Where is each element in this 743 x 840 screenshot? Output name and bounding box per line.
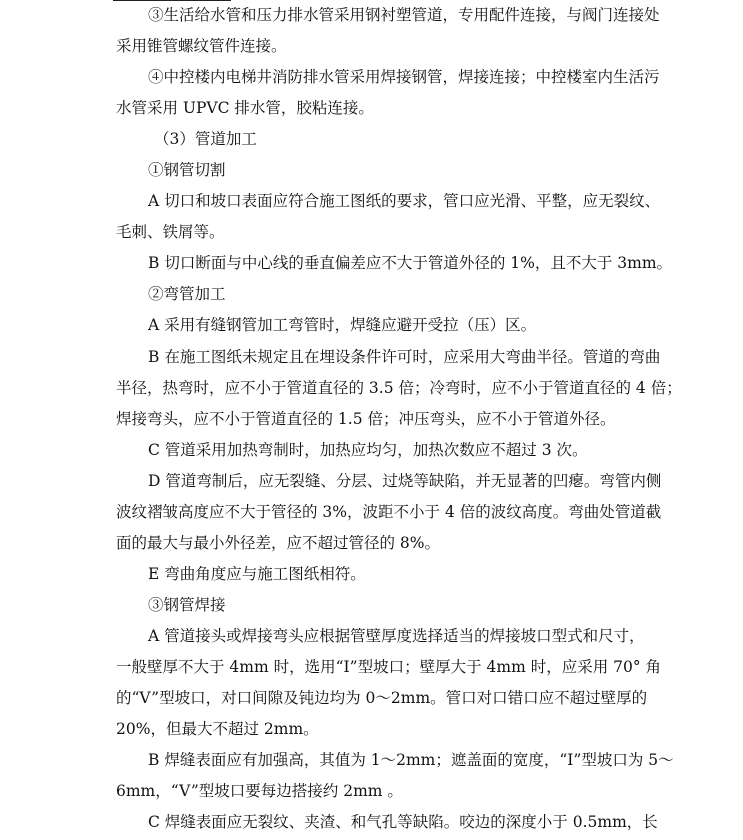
paragraph-line: 焊接弯头，应不小于管道直径的 1.5 倍；冲压弯头，应不小于管道外径。 bbox=[116, 410, 616, 428]
paragraph-line: ③生活给水管和压力排水管采用钢衬塑管道，专用配件连接，与阀门连接处 bbox=[148, 6, 660, 24]
paragraph-line: B 切口断面与中心线的垂直偏差应不大于管道外径的 1%，且不大于 3mm。 bbox=[148, 254, 673, 272]
paragraph-line: 半径，热弯时，应不小于管道直径的 3.5 倍；冷弯时，应不小于管道直径的 4 倍； bbox=[116, 379, 682, 397]
paragraph-line: 面的最大与最小外径差，应不超过管径的 8%。 bbox=[116, 534, 441, 552]
paragraph-line: 采用锥管螺纹管件连接。 bbox=[116, 37, 287, 55]
paragraph-line: A 切口和坡口表面应符合施工图纸的要求，管口应光滑、平整，应无裂纹、 bbox=[148, 192, 661, 210]
paragraph-line: C 管道采用加热弯制时，加热应均匀，加热次数应不超过 3 次。 bbox=[148, 441, 588, 459]
subsection-heading: ①钢管切割 bbox=[148, 161, 226, 179]
paragraph-line: 20%，但最大不超过 2mm。 bbox=[116, 720, 319, 738]
paragraph-line: A 采用有缝钢管加工弯管时，焊缝应避开受拉（压）区。 bbox=[148, 316, 537, 334]
section-heading: （3）管道加工 bbox=[154, 130, 257, 148]
subsection-heading: ③钢管焊接 bbox=[148, 596, 226, 614]
paragraph-line: 一般壁厚不大于 4mm 时，选用“I”型坡口；壁厚大于 4mm 时，应采用 70° 角 bbox=[116, 658, 662, 676]
paragraph-line: 波纹褶皱高度应不大于管径的 3%，波距不小于 4 倍的波纹高度。弯曲处管道截 bbox=[116, 503, 662, 521]
paragraph-line: E 弯曲角度应与施工图纸相符。 bbox=[148, 565, 366, 583]
paragraph-line: 6mm，“V”型坡口要每边搭接约 2mm 。 bbox=[116, 782, 403, 800]
paragraph-line: D 管道弯制后，应无裂缝、分层、过烧等缺陷，并无显著的凹瘪。弯管内侧 bbox=[148, 472, 662, 490]
paragraph-line: 毛刺、铁屑等。 bbox=[116, 223, 225, 241]
paragraph-line: ④中控楼内电梯井消防排水管采用焊接钢管，焊接连接；中控楼室内生活污 bbox=[148, 68, 660, 86]
paragraph-line: B 焊缝表面应有加强高，其值为 1～2mm；遮盖面的宽度，“I”型坡口为 5～ bbox=[148, 751, 674, 769]
paragraph-line: A 管道接头或焊接弯头应根据管壁厚度选择适当的焊接坡口型式和尺寸， bbox=[148, 627, 645, 645]
paragraph-line: B 在施工图纸未规定且在埋设条件许可时，应采用大弯曲半径。管道的弯曲 bbox=[148, 348, 661, 366]
subsection-heading: ②弯管加工 bbox=[148, 285, 226, 303]
paragraph-line: 水管采用 UPVC 排水管，胶粘连接。 bbox=[116, 99, 374, 117]
paragraph-line: C 焊缝表面应无裂纹、夹渣、和气孔等缺陷。咬边的深度小于 0.5mm，长 bbox=[148, 813, 658, 831]
header-rule bbox=[113, 0, 231, 1]
paragraph-line: 的“V”型坡口，对口间隙及钝边均为 0～2mm。管口对口错口应不超过壁厚的 bbox=[116, 689, 648, 707]
